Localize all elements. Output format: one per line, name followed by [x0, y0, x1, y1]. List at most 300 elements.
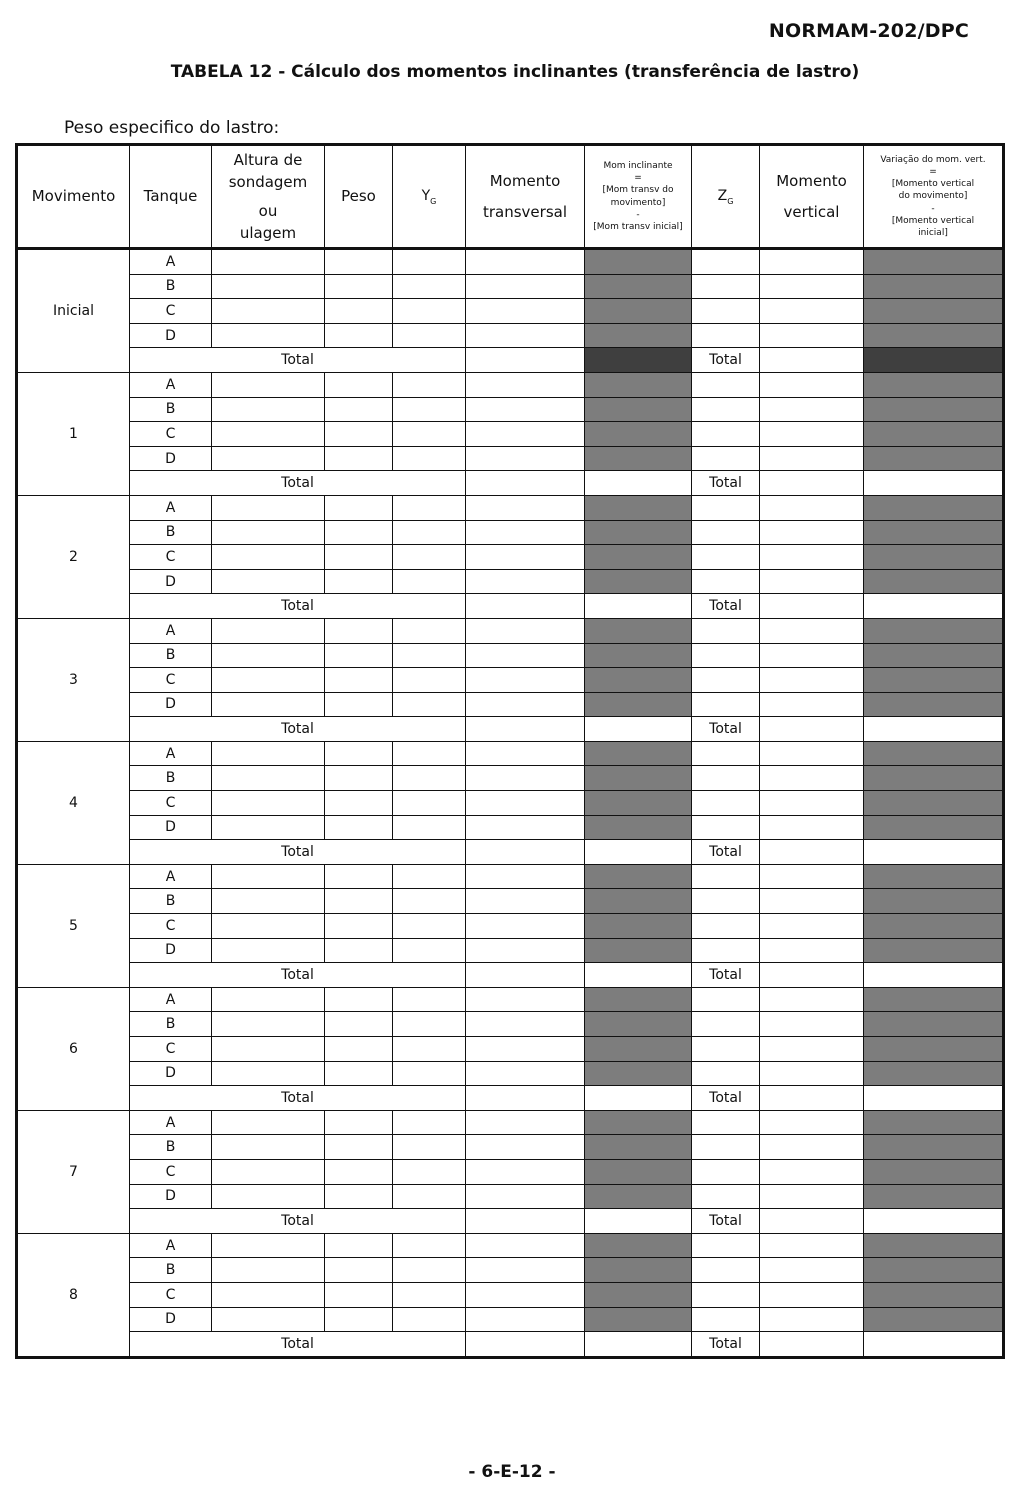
table-row — [17, 1233, 1004, 1258]
peso-cell[interactable] — [325, 495, 393, 520]
yg-cell[interactable] — [393, 274, 466, 299]
momento-transversal-cell[interactable] — [466, 938, 585, 963]
peso-cell[interactable] — [325, 520, 393, 545]
zg-cell[interactable] — [692, 323, 760, 348]
momento-transversal-cell[interactable] — [466, 889, 585, 914]
yg-cell[interactable] — [393, 1282, 466, 1307]
altura-cell[interactable] — [212, 520, 325, 545]
momento-transversal-cell[interactable] — [466, 520, 585, 545]
yg-cell[interactable] — [393, 520, 466, 545]
total-momento-transversal-cell[interactable] — [466, 594, 585, 619]
altura-cell[interactable] — [212, 1184, 325, 1209]
altura-cell[interactable] — [212, 1233, 325, 1258]
col-mi-line: Mom inclinante — [603, 161, 673, 172]
momento-vertical-cell[interactable] — [760, 1012, 864, 1037]
tank-label: C — [130, 1159, 212, 1184]
peso-cell[interactable] — [325, 938, 393, 963]
yg-cell[interactable] — [393, 987, 466, 1012]
total-momento-transversal-cell[interactable] — [466, 1209, 585, 1234]
peso-cell[interactable] — [325, 668, 393, 693]
momento-transversal-cell[interactable] — [466, 1184, 585, 1209]
mom-inclinante-shaded-cell — [585, 274, 692, 299]
total-row — [17, 1086, 1004, 1111]
altura-cell[interactable] — [212, 668, 325, 693]
momento-transversal-cell[interactable] — [466, 274, 585, 299]
total-mom-inclinante-cell[interactable] — [585, 1332, 692, 1358]
total-variacao-cell[interactable] — [864, 471, 1004, 496]
zg-cell[interactable] — [692, 618, 760, 643]
altura-cell[interactable] — [212, 446, 325, 471]
peso-cell[interactable] — [325, 274, 393, 299]
variacao-shaded-cell — [864, 1258, 1004, 1283]
yg-cell[interactable] — [393, 1110, 466, 1135]
yg-cell[interactable] — [393, 495, 466, 520]
total-mom-inclinante-cell[interactable] — [585, 717, 692, 742]
altura-cell[interactable] — [212, 692, 325, 717]
peso-cell[interactable] — [325, 1307, 393, 1332]
momento-transversal-cell[interactable] — [466, 1110, 585, 1135]
momento-vertical-cell[interactable] — [760, 1037, 864, 1062]
momento-vertical-cell[interactable] — [760, 249, 864, 275]
peso-cell[interactable] — [325, 372, 393, 397]
momento-vertical-cell[interactable] — [760, 1061, 864, 1086]
momento-vertical-cell[interactable] — [760, 815, 864, 840]
momento-transversal-cell[interactable] — [466, 299, 585, 324]
altura-cell[interactable] — [212, 889, 325, 914]
total-momento-vertical-cell[interactable] — [760, 1209, 864, 1234]
momento-vertical-cell[interactable] — [760, 791, 864, 816]
total-momento-vertical-cell[interactable] — [760, 471, 864, 496]
yg-cell[interactable] — [393, 1258, 466, 1283]
movement-label: 8 — [17, 1233, 130, 1357]
altura-cell[interactable] — [212, 397, 325, 422]
peso-cell[interactable] — [325, 1012, 393, 1037]
variacao-shaded-cell — [864, 520, 1004, 545]
zg-cell[interactable] — [692, 397, 760, 422]
total-momento-transversal-cell[interactable] — [466, 1332, 585, 1358]
zg-cell[interactable] — [692, 692, 760, 717]
yg-cell[interactable] — [393, 1233, 466, 1258]
total-variacao-cell[interactable] — [864, 594, 1004, 619]
momento-transversal-cell[interactable] — [466, 1307, 585, 1332]
altura-cell[interactable] — [212, 422, 325, 447]
peso-cell[interactable] — [325, 1282, 393, 1307]
yg-cell[interactable] — [393, 766, 466, 791]
momento-vertical-cell[interactable] — [760, 864, 864, 889]
variacao-shaded-cell — [864, 889, 1004, 914]
momento-transversal-cell[interactable] — [466, 1037, 585, 1062]
momento-transversal-cell[interactable] — [466, 495, 585, 520]
yg-cell[interactable] — [393, 299, 466, 324]
altura-cell[interactable] — [212, 1012, 325, 1037]
momento-transversal-cell[interactable] — [466, 397, 585, 422]
total-momento-vertical-cell[interactable] — [760, 594, 864, 619]
peso-cell[interactable] — [325, 791, 393, 816]
momento-vertical-cell[interactable] — [760, 299, 864, 324]
table-row — [17, 692, 1004, 717]
yg-cell[interactable] — [393, 1061, 466, 1086]
variacao-shaded-cell — [864, 741, 1004, 766]
zg-cell[interactable] — [692, 1282, 760, 1307]
peso-cell[interactable] — [325, 1258, 393, 1283]
momento-vertical-cell[interactable] — [760, 1184, 864, 1209]
peso-cell[interactable] — [325, 299, 393, 324]
momento-vertical-cell[interactable] — [760, 545, 864, 570]
zg-cell[interactable] — [692, 1135, 760, 1160]
momento-transversal-cell[interactable] — [466, 1258, 585, 1283]
altura-cell[interactable] — [212, 1282, 325, 1307]
total-momento-vertical-cell[interactable] — [760, 963, 864, 988]
momento-vertical-cell[interactable] — [760, 323, 864, 348]
table-row — [17, 299, 1004, 324]
peso-cell[interactable] — [325, 422, 393, 447]
table-title: TABELA 12 - Cálculo dos momentos inclinantes (transferência de lastro) — [170, 62, 860, 82]
total-variacao-cell[interactable] — [864, 1332, 1004, 1358]
yg-cell[interactable] — [393, 668, 466, 693]
momento-transversal-cell[interactable] — [466, 741, 585, 766]
momento-vertical-cell[interactable] — [760, 1258, 864, 1283]
total-mom-inclinante-cell[interactable] — [585, 594, 692, 619]
zg-cell[interactable] — [692, 864, 760, 889]
yg-cell[interactable] — [393, 1012, 466, 1037]
total-momento-vertical-cell[interactable] — [760, 840, 864, 865]
tank-label: A — [130, 1233, 212, 1258]
zg-cell[interactable] — [692, 1307, 760, 1332]
momento-transversal-cell[interactable] — [466, 791, 585, 816]
altura-cell[interactable] — [212, 569, 325, 594]
momento-transversal-cell[interactable] — [466, 1282, 585, 1307]
yg-cell[interactable] — [393, 545, 466, 570]
total-variacao-cell[interactable] — [864, 717, 1004, 742]
zg-cell[interactable] — [692, 299, 760, 324]
yg-cell[interactable] — [393, 397, 466, 422]
momento-transversal-cell[interactable] — [466, 815, 585, 840]
zg-cell[interactable] — [692, 914, 760, 939]
momento-vertical-cell[interactable] — [760, 569, 864, 594]
peso-cell[interactable] — [325, 987, 393, 1012]
peso-cell[interactable] — [325, 643, 393, 668]
altura-cell[interactable] — [212, 618, 325, 643]
col-var-line: = — [929, 167, 937, 178]
altura-cell[interactable] — [212, 987, 325, 1012]
momento-transversal-cell[interactable] — [466, 1061, 585, 1086]
mom-inclinante-shaded-cell — [585, 249, 692, 275]
tank-label: B — [130, 889, 212, 914]
zg-cell[interactable] — [692, 1012, 760, 1037]
total-momento-transversal-cell[interactable] — [466, 963, 585, 988]
col-mi-line: movimento] — [610, 197, 666, 208]
peso-especifico-label: Peso especifico do lastro: — [64, 118, 280, 138]
momento-vertical-cell[interactable] — [760, 914, 864, 939]
momento-transversal-cell[interactable] — [466, 914, 585, 939]
yg-cell[interactable] — [393, 249, 466, 275]
altura-cell[interactable] — [212, 274, 325, 299]
table-row — [17, 1012, 1004, 1037]
peso-cell[interactable] — [325, 889, 393, 914]
total-variacao-cell[interactable] — [864, 1086, 1004, 1111]
zg-cell[interactable] — [692, 1061, 760, 1086]
yg-cell[interactable] — [393, 643, 466, 668]
zg-cell[interactable] — [692, 545, 760, 570]
altura-cell[interactable] — [212, 741, 325, 766]
total-momento-transversal-cell[interactable] — [466, 1086, 585, 1111]
yg-cell[interactable] — [393, 791, 466, 816]
total-mom-inclinante-cell[interactable] — [585, 1209, 692, 1234]
yg-cell[interactable] — [393, 446, 466, 471]
table-row — [17, 864, 1004, 889]
momento-transversal-cell[interactable] — [466, 323, 585, 348]
peso-cell[interactable] — [325, 741, 393, 766]
momento-transversal-cell[interactable] — [466, 987, 585, 1012]
yg-cell[interactable] — [393, 372, 466, 397]
altura-cell[interactable] — [212, 1037, 325, 1062]
total-variacao-shaded-cell — [864, 348, 1004, 373]
altura-cell[interactable] — [212, 323, 325, 348]
zg-cell[interactable] — [692, 1110, 760, 1135]
zg-cell[interactable] — [692, 446, 760, 471]
table-row — [17, 397, 1004, 422]
altura-cell[interactable] — [212, 299, 325, 324]
yg-cell[interactable] — [393, 422, 466, 447]
momento-vertical-cell[interactable] — [760, 372, 864, 397]
zg-cell[interactable] — [692, 1233, 760, 1258]
table-row — [17, 1061, 1004, 1086]
peso-cell[interactable] — [325, 1233, 393, 1258]
momento-vertical-cell[interactable] — [760, 1307, 864, 1332]
momento-transversal-cell[interactable] — [466, 1233, 585, 1258]
momento-transversal-cell[interactable] — [466, 372, 585, 397]
yg-cell[interactable] — [393, 569, 466, 594]
total-variacao-cell[interactable] — [864, 1209, 1004, 1234]
mom-inclinante-shaded-cell — [585, 987, 692, 1012]
momento-vertical-cell[interactable] — [760, 397, 864, 422]
momento-vertical-cell[interactable] — [760, 446, 864, 471]
yg-cell[interactable] — [393, 692, 466, 717]
peso-cell[interactable] — [325, 1061, 393, 1086]
col-mi-line: - — [636, 209, 640, 220]
altura-cell[interactable] — [212, 545, 325, 570]
total-momento-transversal-cell[interactable] — [466, 471, 585, 496]
zg-cell[interactable] — [692, 1037, 760, 1062]
peso-cell[interactable] — [325, 1184, 393, 1209]
altura-cell[interactable] — [212, 938, 325, 963]
zg-cell[interactable] — [692, 1159, 760, 1184]
momento-vertical-cell[interactable] — [760, 520, 864, 545]
momento-vertical-cell[interactable] — [760, 1282, 864, 1307]
altura-cell[interactable] — [212, 643, 325, 668]
yg-cell[interactable] — [393, 1159, 466, 1184]
total-mom-inclinante-cell[interactable] — [585, 471, 692, 496]
altura-cell[interactable] — [212, 864, 325, 889]
momento-vertical-cell[interactable] — [760, 1233, 864, 1258]
momento-vertical-cell[interactable] — [760, 938, 864, 963]
tank-label: C — [130, 1037, 212, 1062]
momento-transversal-cell[interactable] — [466, 1135, 585, 1160]
total-mom-inclinante-cell[interactable] — [585, 963, 692, 988]
peso-cell[interactable] — [325, 569, 393, 594]
col-zg — [692, 145, 760, 249]
yg-cell[interactable] — [393, 914, 466, 939]
altura-cell[interactable] — [212, 372, 325, 397]
momento-transversal-cell[interactable] — [466, 249, 585, 275]
peso-cell[interactable] — [325, 397, 393, 422]
peso-cell[interactable] — [325, 545, 393, 570]
altura-cell[interactable] — [212, 914, 325, 939]
momento-vertical-cell[interactable] — [760, 1135, 864, 1160]
momento-vertical-cell[interactable] — [760, 692, 864, 717]
peso-cell[interactable] — [325, 914, 393, 939]
altura-cell[interactable] — [212, 815, 325, 840]
zg-cell[interactable] — [692, 668, 760, 693]
momento-vertical-cell[interactable] — [760, 766, 864, 791]
peso-cell[interactable] — [325, 1135, 393, 1160]
momento-vertical-cell[interactable] — [760, 643, 864, 668]
altura-cell[interactable] — [212, 1135, 325, 1160]
zg-cell[interactable] — [692, 520, 760, 545]
peso-cell[interactable] — [325, 618, 393, 643]
variacao-shaded-cell — [864, 1307, 1004, 1332]
altura-cell[interactable] — [212, 1307, 325, 1332]
momento-transversal-cell[interactable] — [466, 569, 585, 594]
momento-transversal-cell[interactable] — [466, 668, 585, 693]
table-row — [17, 1282, 1004, 1307]
peso-cell[interactable] — [325, 1159, 393, 1184]
yg-cell[interactable] — [393, 815, 466, 840]
peso-cell[interactable] — [325, 864, 393, 889]
table-row — [17, 914, 1004, 939]
total-label: Total — [130, 717, 466, 742]
altura-cell[interactable] — [212, 495, 325, 520]
total-momento-transversal-cell[interactable] — [466, 348, 585, 373]
peso-cell[interactable] — [325, 446, 393, 471]
total-momento-transversal-cell[interactable] — [466, 717, 585, 742]
zg-cell[interactable] — [692, 569, 760, 594]
momento-transversal-cell[interactable] — [466, 692, 585, 717]
total-label: Total — [130, 1332, 466, 1358]
total-variacao-cell[interactable] — [864, 963, 1004, 988]
momento-vertical-cell[interactable] — [760, 741, 864, 766]
yg-cell[interactable] — [393, 889, 466, 914]
yg-cell[interactable] — [393, 864, 466, 889]
yg-cell[interactable] — [393, 1135, 466, 1160]
zg-cell[interactable] — [692, 791, 760, 816]
zg-cell[interactable] — [692, 1258, 760, 1283]
total-variacao-cell[interactable] — [864, 840, 1004, 865]
mom-inclinante-shaded-cell — [585, 791, 692, 816]
total-momento-vertical-cell[interactable] — [760, 348, 864, 373]
yg-cell[interactable] — [393, 618, 466, 643]
tank-label: A — [130, 741, 212, 766]
altura-cell[interactable] — [212, 1258, 325, 1283]
momento-transversal-cell[interactable] — [466, 1159, 585, 1184]
yg-cell[interactable] — [393, 938, 466, 963]
zg-cell[interactable] — [692, 766, 760, 791]
altura-cell[interactable] — [212, 1159, 325, 1184]
total-momento-vertical-cell[interactable] — [760, 1332, 864, 1358]
zg-cell[interactable] — [692, 938, 760, 963]
total-momento-vertical-cell[interactable] — [760, 717, 864, 742]
yg-cell[interactable] — [393, 1307, 466, 1332]
peso-cell[interactable] — [325, 249, 393, 275]
zg-cell[interactable] — [692, 741, 760, 766]
zg-cell[interactable] — [692, 274, 760, 299]
momento-vertical-cell[interactable] — [760, 1159, 864, 1184]
zg-cell[interactable] — [692, 249, 760, 275]
tank-label: B — [130, 274, 212, 299]
yg-cell[interactable] — [393, 323, 466, 348]
momento-transversal-cell[interactable] — [466, 1012, 585, 1037]
momento-vertical-cell[interactable] — [760, 495, 864, 520]
zg-cell[interactable] — [692, 495, 760, 520]
momento-transversal-cell[interactable] — [466, 422, 585, 447]
zg-cell[interactable] — [692, 372, 760, 397]
tank-label: B — [130, 520, 212, 545]
altura-cell[interactable] — [212, 1110, 325, 1135]
momento-vertical-cell[interactable] — [760, 618, 864, 643]
peso-cell[interactable] — [325, 815, 393, 840]
total-mom-inclinante-cell[interactable] — [585, 840, 692, 865]
peso-cell[interactable] — [325, 1037, 393, 1062]
momento-vertical-cell[interactable] — [760, 889, 864, 914]
variacao-shaded-cell — [864, 569, 1004, 594]
zg-cell[interactable] — [692, 422, 760, 447]
tank-label: A — [130, 495, 212, 520]
variacao-shaded-cell — [864, 249, 1004, 275]
momento-transversal-cell[interactable] — [466, 545, 585, 570]
momento-transversal-cell[interactable] — [466, 864, 585, 889]
mom-inclinante-shaded-cell — [585, 914, 692, 939]
yg-cell[interactable] — [393, 1184, 466, 1209]
zg-cell[interactable] — [692, 643, 760, 668]
yg-cell[interactable] — [393, 1037, 466, 1062]
col-altura-line: Altura de — [233, 150, 303, 169]
momento-transversal-cell[interactable] — [466, 643, 585, 668]
zg-cell[interactable] — [692, 815, 760, 840]
variacao-shaded-cell — [864, 397, 1004, 422]
momento-transversal-cell[interactable] — [466, 446, 585, 471]
table-body — [17, 249, 1004, 1358]
momento-transversal-cell[interactable] — [466, 618, 585, 643]
zg-cell[interactable] — [692, 889, 760, 914]
zg-cell[interactable] — [692, 1184, 760, 1209]
peso-cell[interactable] — [325, 766, 393, 791]
yg-cell[interactable] — [393, 741, 466, 766]
momento-vertical-cell[interactable] — [760, 422, 864, 447]
peso-cell[interactable] — [325, 1110, 393, 1135]
variacao-shaded-cell — [864, 422, 1004, 447]
moment-calculation-table — [15, 143, 1005, 1359]
total-mom-inclinante-cell[interactable] — [585, 1086, 692, 1111]
table-row — [17, 643, 1004, 668]
total-momento-transversal-cell[interactable] — [466, 840, 585, 865]
movement-label: 4 — [17, 741, 130, 864]
mom-inclinante-shaded-cell — [585, 495, 692, 520]
momento-vertical-cell[interactable] — [760, 1110, 864, 1135]
altura-cell[interactable] — [212, 791, 325, 816]
zg-cell[interactable] — [692, 987, 760, 1012]
momento-vertical-cell[interactable] — [760, 987, 864, 1012]
total-momento-vertical-cell[interactable] — [760, 1086, 864, 1111]
peso-cell[interactable] — [325, 692, 393, 717]
momento-transversal-cell[interactable] — [466, 766, 585, 791]
altura-cell[interactable] — [212, 1061, 325, 1086]
altura-cell[interactable] — [212, 766, 325, 791]
variacao-shaded-cell — [864, 938, 1004, 963]
altura-cell[interactable] — [212, 249, 325, 275]
peso-cell[interactable] — [325, 323, 393, 348]
momento-vertical-cell[interactable] — [760, 668, 864, 693]
momento-vertical-cell[interactable] — [760, 274, 864, 299]
